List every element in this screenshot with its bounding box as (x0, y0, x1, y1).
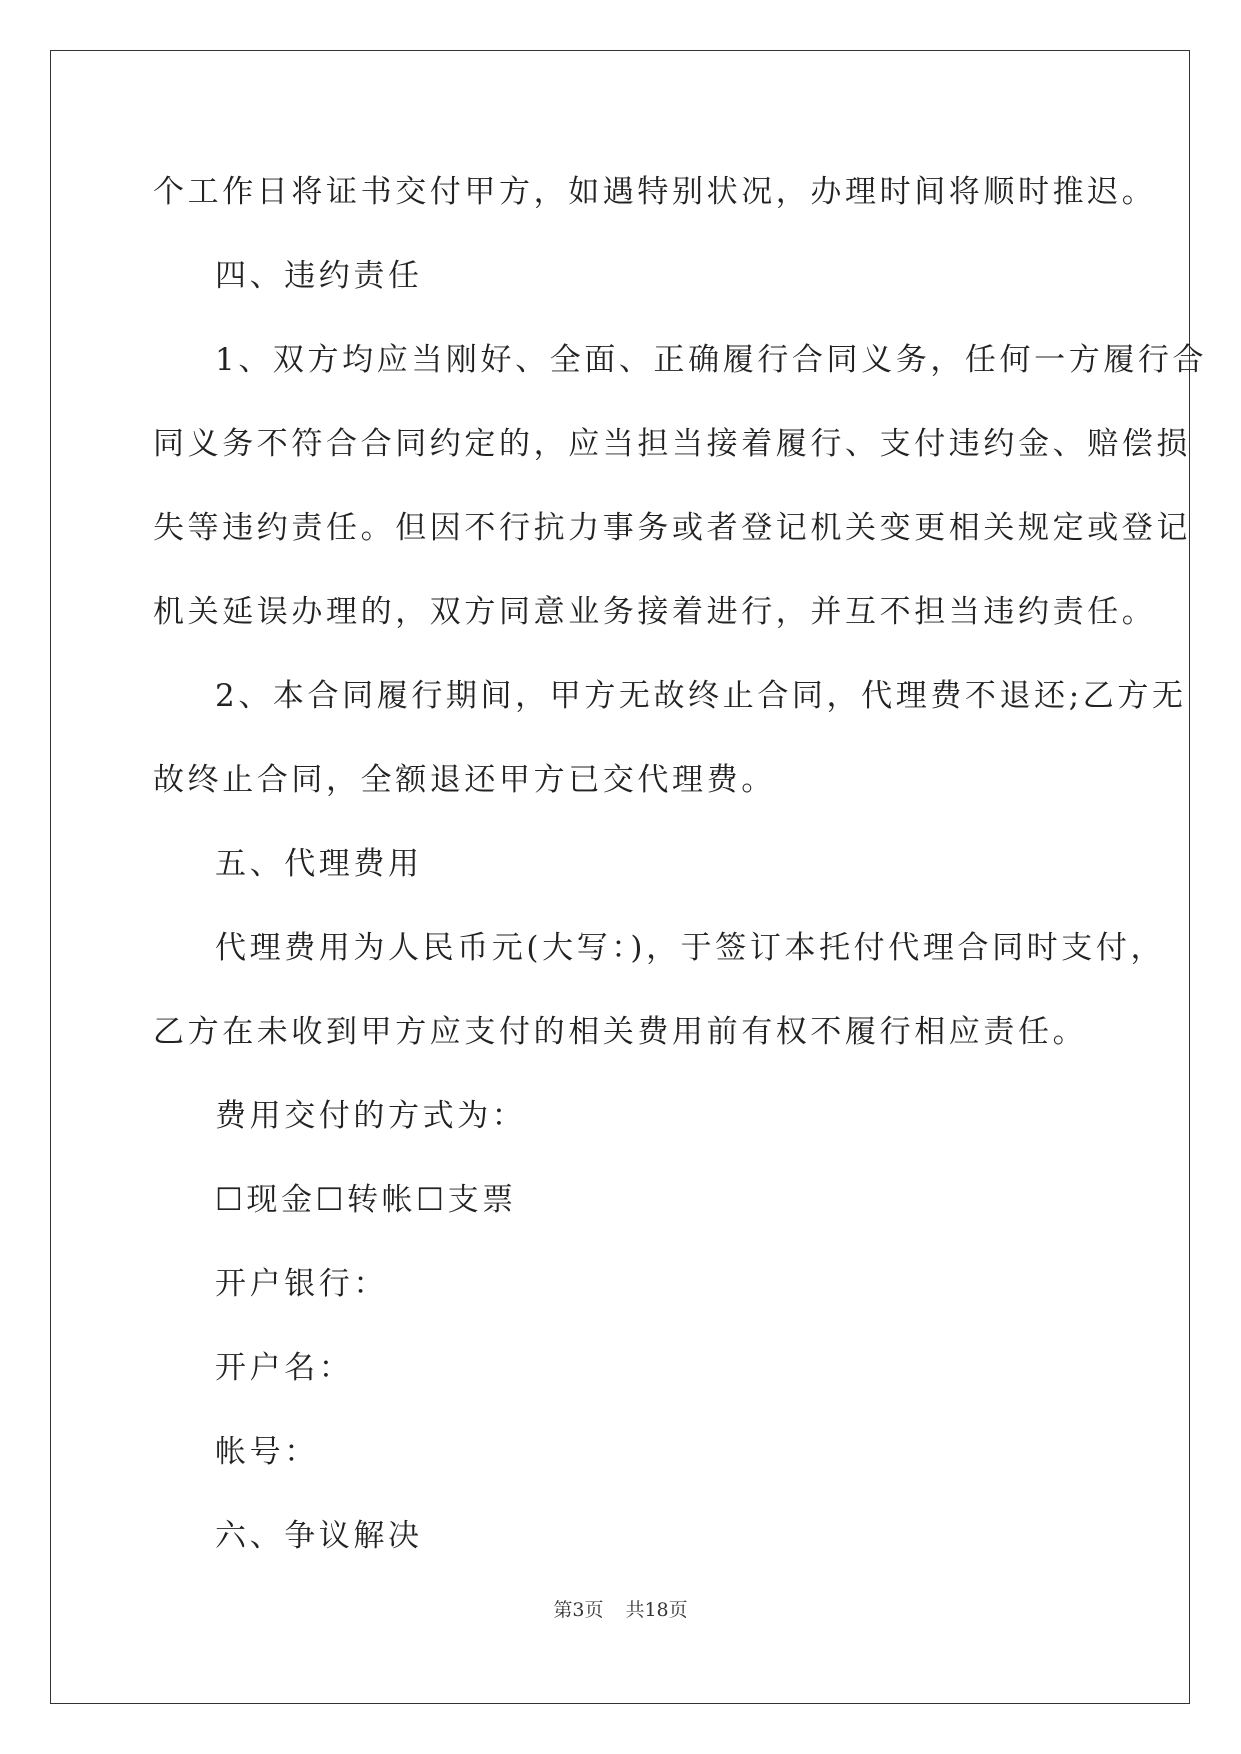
bank-name-label: 开户银行： (215, 1266, 388, 1302)
account-name-label: 开户名： (215, 1350, 354, 1386)
text-line: 同义务不符合合同约定的，应当担当接着履行、支付违约金、赔偿损 (153, 426, 1191, 462)
text-line: 2、本合同履行期间，甲方无故终止合同，代理费不退还;乙方无 (215, 678, 1187, 714)
section-heading-dispute: 六、争议解决 (215, 1518, 423, 1554)
document-body (153, 150, 1208, 1578)
text-line: 失等违约责任。但因不行抗力事务或者登记机关变更相关规定或登记 (153, 510, 1191, 546)
text-line: 故终止合同，全额退还甲方已交代理费。 (153, 762, 776, 798)
page-total: 共18页 (625, 1599, 688, 1621)
section-heading-breach: 四、违约责任 (215, 258, 423, 294)
page-number: 第3页 (553, 1599, 604, 1621)
text-line: 乙方在未收到甲方应支付的相关费用前有权不履行相应责任。 (153, 1014, 1088, 1050)
text-line: 个工作日将证书交付甲方，如遇特别状况，办理时间将顺时推迟。 (153, 174, 1157, 210)
payment-method-options: ☐现金☐转帐☐支票 (215, 1182, 517, 1218)
text-line: 代理费用为人民币元(大写：)，于签订本托付代理合同时支付， (215, 930, 1166, 966)
section-heading-fees: 五、代理费用 (215, 846, 423, 882)
text-line: 1、双方均应当刚好、全面、正确履行合同义务，任何一方履行合 (215, 342, 1208, 378)
payment-method-label: 费用交付的方式为： (215, 1098, 527, 1134)
text-line: 机关延误办理的，双方同意业务接着进行，并互不担当违约责任。 (153, 594, 1157, 630)
page-footer (0, 1595, 1241, 1622)
account-number-label: 帐号： (215, 1434, 319, 1470)
